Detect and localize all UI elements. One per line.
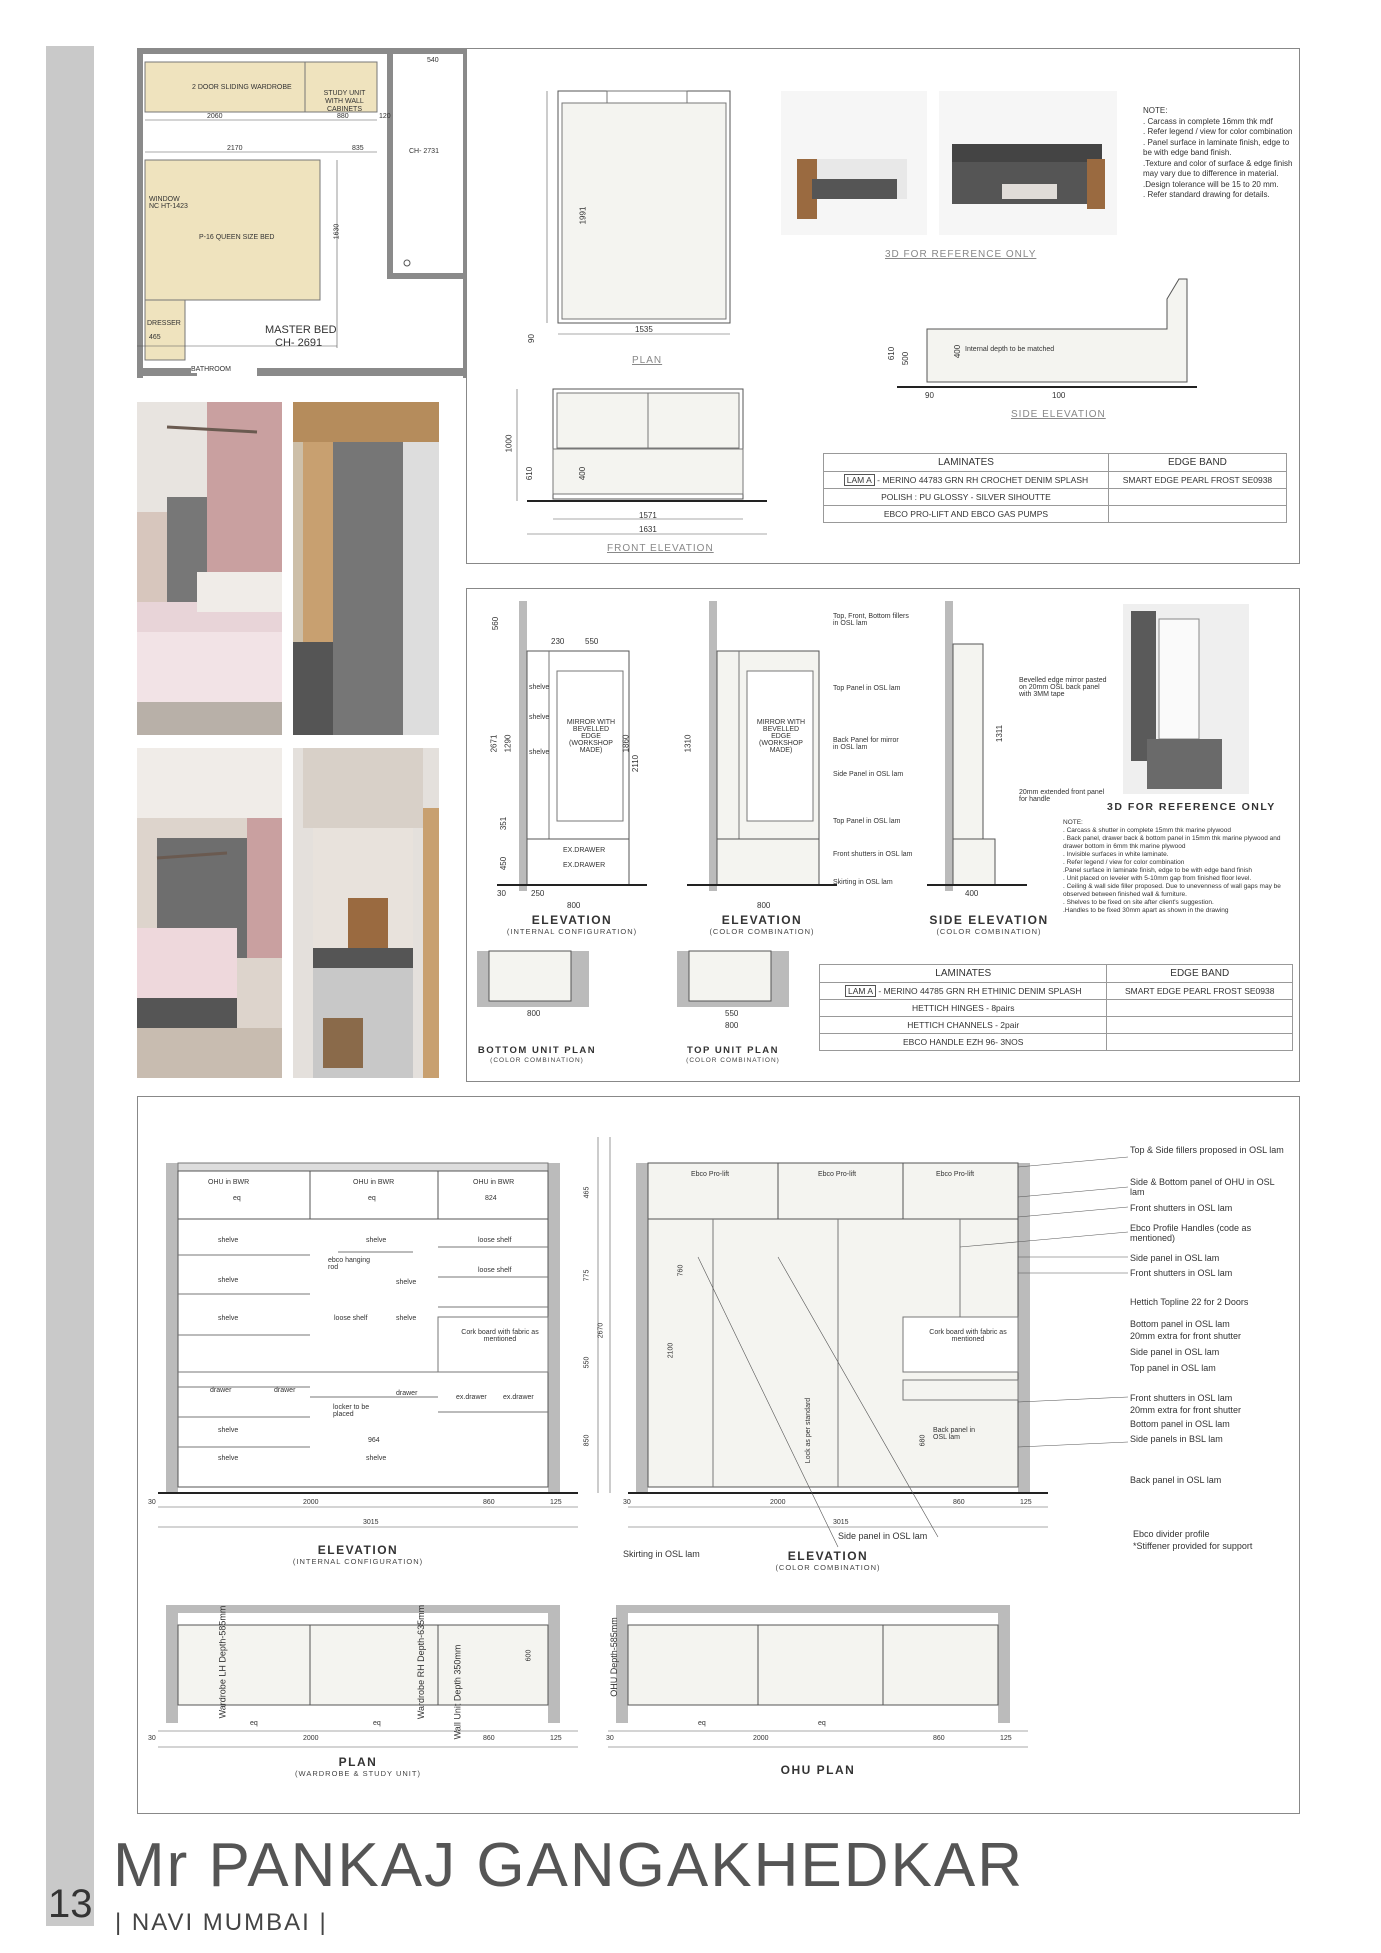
dresser-callout: Top Panel in OSL lam (833, 685, 901, 692)
bed-fe-dim-400: 400 (578, 466, 588, 481)
fp-dim-120: 120 (379, 113, 391, 120)
dresser-shelve: shelve (529, 749, 550, 756)
shelve-label: shelve (218, 1237, 239, 1244)
plan-label-lh: Wardrobe LH Depth-585mm (217, 1605, 228, 1719)
bed-laminate-table (823, 453, 1287, 523)
dresser-front-panel-note: 20mm extended front panel for handle (1019, 789, 1105, 803)
top-unit-plan-title: TOP UNIT PLAN (687, 1045, 779, 1056)
wardrobe-callout: Side & Bottom panel of OHU in OSL lam (1130, 1177, 1275, 1197)
dresser-dim-800: 800 (567, 901, 581, 910)
floor-plan (137, 48, 469, 378)
ohu-label-3: OHU in BWR (473, 1179, 515, 1186)
lam-a-tag: LAM A (844, 474, 875, 486)
dim-964: 964 (368, 1437, 380, 1444)
plan-dim-30: 30 (148, 1735, 156, 1742)
top-unit-plan-subtitle: (COLOR COMBINATION) (686, 1057, 780, 1064)
bed-se-dim-610: 610 (887, 346, 897, 361)
wardrobe-callout: Ebco Profile Handles (code as mentioned) (1130, 1223, 1252, 1243)
bottom-unit-plan-subtitle: (COLOR COMBINATION) (490, 1057, 584, 1064)
wardrobe-callout: Front shutters in OSL lam (1130, 1268, 1233, 1278)
wardrobe-plan-title: PLAN (338, 1755, 378, 1769)
dim-2670: 2670 (597, 1322, 605, 1339)
dresser-elevation-2-subtitle: (COLOR COMBINATION) (709, 927, 815, 936)
lam-a-desc: - MERINO 44785 GRN RH ETHINIC DENIM SPLASH (878, 986, 1082, 996)
bed-note-line: . Carcass in complete 16mm thk mdf (1143, 116, 1273, 126)
pro-lift-label: Ebco Pro-lift (936, 1171, 975, 1178)
dresser-side-elevation-subtitle: (COLOR COMBINATION) (936, 927, 1042, 936)
bedroom-photo-3-image (137, 748, 282, 1078)
shelve-label: shelve (396, 1279, 417, 1286)
ohu-label-2: OHU in BWR (353, 1179, 395, 1186)
bedroom-photo-1 (137, 402, 282, 735)
client-location: | NAVI MUMBAI | (115, 1909, 328, 1936)
dim-760: 760 (677, 1264, 685, 1277)
ohu-plan-title: OHU PLAN (780, 1763, 856, 1777)
wardrobe-callout: Side panel in OSL lam (1130, 1347, 1220, 1357)
dresser-note-line: .Handles to be fixed 30mm apart as shown in the drawing (1063, 907, 1229, 914)
fp-dim-1630: 1630 (333, 223, 341, 240)
dresser-callout: Side Panel in OSL lam (833, 771, 904, 778)
ohu-plan-dim-860: 860 (933, 1735, 945, 1742)
fp-wardrobe-label: 2 DOOR SLIDING WARDROBE (192, 84, 292, 91)
bed-note-line: NOTE: (1143, 106, 1168, 115)
ohu-label-1: OHU in BWR (208, 1179, 250, 1186)
wardrobe-callout: Side panels in BSL lam (1130, 1434, 1223, 1444)
bed-fe-dim-1571: 1571 (639, 511, 657, 520)
ohu-plan-dim-2000: 2000 (753, 1735, 769, 1742)
ohu-plan-eq: eq (818, 1720, 826, 1727)
bed-sheet (466, 48, 1300, 564)
lam-a-desc: - MERINO 44783 GRN RH CROCHET DENIM SPLASH (877, 475, 1089, 485)
page-number: 13 (48, 1882, 93, 1926)
dresser-dim-30: 30 (497, 889, 506, 898)
bed-table-polish: POLISH : PU GLOSSY - SILVER SIHOUTTE (824, 489, 1109, 506)
bed-se-dim-100: 100 (1052, 391, 1066, 400)
dim-3015: 3015 (363, 1519, 379, 1526)
dresser-note-line: . Carcass & shutter in complete 15mm thk marine plywood (1063, 827, 1231, 834)
hanging-rod-label: ebco hanging rod (328, 1257, 371, 1271)
wardrobe-bottom-callout: *Stiffener provided for support (1133, 1541, 1253, 1551)
wardrobe-callout: Side panel in OSL lam (1130, 1253, 1220, 1263)
wardrobe-callout: Top & Side fillers proposed in OSL lam (1130, 1145, 1284, 1155)
back-panel-label: Back panel in OSL lam (933, 1427, 976, 1441)
client-name: Mr PANKAJ GANGAKHEDKAR (113, 1831, 1025, 1900)
dresser-note-line: NOTE: (1063, 819, 1083, 826)
dresser-dim-250: 250 (531, 889, 545, 898)
plan-dim-600: 600 (525, 1649, 533, 1662)
dresser-dim-400: 400 (965, 889, 979, 898)
wardrobe-elevation-2-title: ELEVATION (787, 1549, 869, 1563)
fp-dim-2170: 2170 (227, 145, 243, 152)
bed-fe-dim-610: 610 (525, 466, 535, 481)
wardrobe-bottom-callout: Side panel in OSL lam (838, 1531, 928, 1541)
dresser-elevation-2-title: ELEVATION (721, 913, 803, 927)
wardrobe-drawings (138, 1097, 1299, 1813)
bedroom-photo-4 (293, 748, 439, 1078)
dresser-laminate-table (819, 964, 1293, 1051)
wardrobe-callout: Back panel in OSL lam (1130, 1475, 1222, 1485)
locker-label: locker to be placed (333, 1404, 370, 1418)
dresser-note-line: . Back panel, drawer back & bottom panel in 15mm thk marine plywood and drawer bottom in 6mm thk marine plywood (1063, 835, 1281, 850)
dresser-dim-800-2: 800 (757, 901, 771, 910)
dresser-table-hinges: HETTICH HINGES - 8pairs (820, 1000, 1107, 1017)
dim-680: 680 (919, 1434, 927, 1447)
eq-label: eq (233, 1195, 241, 1202)
dim-2100: 2100 (667, 1342, 675, 1359)
ohu-plan-dim-125: 125 (1000, 1735, 1012, 1742)
plan-dim-125: 125 (550, 1735, 562, 1742)
dresser-table-edgeband: SMART EDGE PEARL FROST SE0938 (1107, 983, 1293, 1000)
fp-room-code: CH- 2691 (275, 337, 323, 349)
fp-dresser-label: DRESSER (147, 320, 181, 327)
bed-3d-reference-label: 3D FOR REFERENCE ONLY (885, 249, 1037, 260)
page-sidebar-bar (46, 46, 94, 1926)
wardrobe-callout: 20mm extra for front shutter (1130, 1331, 1242, 1341)
shelve-label: shelve (218, 1277, 239, 1284)
bed-plan-dim-w: 1535 (635, 325, 653, 334)
wardrobe-bottom-callout: Skirting in OSL lam (623, 1549, 700, 1559)
dim-125-b: 125 (1020, 1499, 1032, 1506)
bed-plan-dim-h: 1991 (578, 206, 588, 225)
bed-fe-dim-1000: 1000 (504, 434, 514, 453)
fp-bathroom: BATHROOM (191, 366, 231, 373)
shelve-label: shelve (218, 1315, 239, 1322)
dim-860-b: 860 (953, 1499, 965, 1506)
dim-550: 550 (583, 1356, 591, 1369)
drawer-label: drawer (210, 1387, 232, 1394)
dresser-ex-drawer-1: EX.DRAWER (563, 847, 606, 854)
fp-dim-540: 540 (427, 57, 439, 64)
dresser-elevation-1-title: ELEVATION (531, 913, 613, 927)
loose-shelf-label: loose shelf (478, 1267, 512, 1274)
dresser-table-header-laminates: LAMINATES (820, 965, 1107, 983)
pro-lift-label: Ebco Pro-lift (818, 1171, 857, 1178)
dim-775: 775 (583, 1269, 591, 1282)
bed-note-line: .Texture and color of surface & edge finish may vary due to difference in material. (1143, 158, 1293, 178)
wardrobe-elevation-1-subtitle: (INTERNAL CONFIGURATION) (292, 1557, 424, 1566)
dresser-callout: Top, Front, Bottom fillers in OSL lam (833, 613, 909, 627)
plan-dim-860: 860 (483, 1735, 495, 1742)
dresser-sheet (466, 588, 1300, 1082)
eq-label: eq (368, 1195, 376, 1202)
dim-465: 465 (583, 1186, 591, 1199)
ex-drawer-label: ex.drawer (456, 1394, 487, 1401)
bed-se-dim-90: 90 (925, 391, 934, 400)
dim-125: 125 (550, 1499, 562, 1506)
lam-a-tag: LAM A (845, 985, 876, 997)
bedroom-photo-4-image (293, 748, 439, 1078)
dresser-note-line: . Invisible surfaces in white laminate. (1063, 851, 1169, 858)
shelve-label: shelve (218, 1427, 239, 1434)
loose-shelf-label: loose shelf (334, 1315, 368, 1322)
plan-dim-2000: 2000 (303, 1735, 319, 1742)
bed-side-elevation-label: SIDE ELEVATION (1011, 409, 1106, 420)
dresser-shelve: shelve (529, 714, 550, 721)
dresser-dim-1860: 1860 (621, 734, 631, 753)
ex-drawer-label: ex.drawer (503, 1394, 534, 1401)
dim-3015-b: 3015 (833, 1519, 849, 1526)
dresser-dim-550: 550 (585, 637, 599, 646)
dresser-dim-560: 560 (491, 616, 501, 631)
dresser-callout: Top Panel in OSL lam (833, 818, 901, 825)
bed-se-note: Internal depth to be matched (965, 346, 1055, 353)
bedroom-photo-2 (293, 402, 439, 735)
dresser-notes (1063, 819, 1295, 915)
ohu-plan-eq: eq (698, 1720, 706, 1727)
dresser-callout: Front shutters in OSL lam (833, 851, 913, 858)
dresser-dim-230: 230 (551, 637, 565, 646)
dresser-bottom-dim-800: 800 (527, 1009, 541, 1018)
dresser-shelve: shelve (529, 684, 550, 691)
wardrobe-callout: 20mm extra for front shutter (1130, 1405, 1242, 1415)
drawer-label: drawer (274, 1387, 296, 1394)
bed-table-header-laminates: LAMINATES (824, 454, 1109, 472)
plan-label-wall: Wall Unit Depth 350mm (452, 1644, 463, 1740)
dresser-side-elevation-title: SIDE ELEVATION (929, 913, 1049, 927)
dresser-ex-drawer-2: EX.DRAWER (563, 862, 606, 869)
bed-table-lam-a (824, 472, 1109, 489)
dim-2000: 2000 (303, 1499, 319, 1506)
dresser-note-line: . Refer legend / view for color combination (1063, 859, 1185, 866)
lock-label: Lock as per standard (805, 1397, 813, 1464)
wardrobe-sheet (137, 1096, 1300, 1814)
dim-30-b: 30 (623, 1499, 631, 1506)
bed-table-hardware: EBCO PRO-LIFT AND EBCO GAS PUMPS (824, 506, 1109, 523)
cork-label: Cork board with fabric as mentioned (461, 1329, 539, 1343)
bed-table-edgeband: SMART EDGE PEARL FROST SE0938 (1108, 472, 1286, 489)
dim-850: 850 (583, 1434, 591, 1447)
bed-se-dim-400: 400 (953, 344, 963, 359)
bed-plan-label: PLAN (632, 355, 663, 366)
dim-824: 824 (485, 1195, 497, 1202)
bed-notes (1143, 106, 1293, 201)
fp-window-label: WINDOW NC HT-1423 (149, 196, 188, 210)
wardrobe-bottom-callout: Ebco divider profile (1133, 1529, 1210, 1539)
fp-bed-label: P-16 QUEEN SIZE BED (199, 234, 275, 241)
plan-label-rh: Wardrobe RH Depth-635mm (416, 1604, 427, 1720)
dresser-dim-1310: 1310 (683, 734, 693, 753)
dresser-mirror-text: MIRROR WITH BEVELLED EDGE (WORKSHOP MADE) (566, 719, 616, 754)
dim-30: 30 (148, 1499, 156, 1506)
dresser-note-line: . Unit placed on leveler with 5-10mm gap from finished floor level. (1063, 875, 1252, 882)
dresser-table-channels: HETTICH CHANNELS - 2pair (820, 1017, 1107, 1034)
fp-dim-2060: 2060 (207, 113, 223, 120)
bedroom-photo-2-image (293, 402, 439, 735)
dresser-callout: Skirting in OSL lam (833, 879, 893, 886)
dresser-dim-2110: 2110 (631, 754, 641, 773)
dresser-elevation-1-subtitle: (INTERNAL CONFIGURATION) (506, 927, 638, 936)
bed-table-header-edgeband: EDGE BAND (1108, 454, 1286, 472)
dresser-table-handle: EBCO HANDLE EZH 96- 3NOS (820, 1034, 1107, 1051)
fp-dim-880: 880 (337, 113, 349, 120)
dim-860: 860 (483, 1499, 495, 1506)
shelve-label: shelve (366, 1237, 387, 1244)
dresser-table-header-edgeband: EDGE BAND (1107, 965, 1293, 983)
dresser-3d-ref-label: 3D FOR REFERENCE ONLY (1107, 801, 1276, 813)
pro-lift-label: Ebco Pro-lift (691, 1171, 730, 1178)
dresser-top-dim-800: 800 (725, 1021, 739, 1030)
bed-fe-dim-1631: 1631 (639, 525, 657, 534)
dresser-note-line: .Panel surface in laminate finish, edge to be with edge band finish (1063, 867, 1252, 874)
fp-room-label: MASTER BED (265, 324, 337, 336)
drawer-label: drawer (396, 1390, 418, 1397)
dresser-dim-1290: 1290 (503, 734, 513, 753)
ohu-plan-dim-30: 30 (606, 1735, 614, 1742)
bedroom-photo-1-image (137, 402, 282, 735)
shelve-label: shelve (218, 1455, 239, 1462)
dresser-mirror-text-2: MIRROR WITH BEVELLED EDGE (WORKSHOP MADE) (756, 719, 806, 754)
dim-2000-b: 2000 (770, 1499, 786, 1506)
plan-eq: eq (373, 1720, 381, 1727)
wardrobe-callout: Front shutters in OSL lam (1130, 1393, 1233, 1403)
bed-se-dim-500: 500 (901, 351, 911, 366)
bedroom-photo-3 (137, 748, 282, 1078)
wardrobe-elevation-2-subtitle: (COLOR COMBINATION) (775, 1563, 881, 1572)
wardrobe-callout: Bottom panel in OSL lam (1130, 1319, 1230, 1329)
bottom-unit-plan-title: BOTTOM UNIT PLAN (477, 1045, 597, 1056)
bed-front-elevation-label: FRONT ELEVATION (607, 543, 714, 554)
plan-eq: eq (250, 1720, 258, 1727)
shelve-label: shelve (396, 1315, 417, 1322)
wardrobe-callout: Bottom panel in OSL lam (1130, 1419, 1230, 1429)
dresser-top-dim-550: 550 (725, 1009, 739, 1018)
wardrobe-elevation-1-title: ELEVATION (317, 1543, 399, 1557)
bed-plan-dim-90: 90 (526, 334, 536, 343)
fp-study-label: STUDY UNIT WITH WALL CABINETS (323, 90, 366, 113)
bed-note-line: . Panel surface in laminate finish, edge to be with edge band finish. (1143, 137, 1290, 157)
shelve-label: shelve (366, 1455, 387, 1462)
bed-note-line: . Refer standard drawing for details. (1143, 190, 1270, 199)
plan-label-ohu: OHU Depth-585mm (608, 1617, 619, 1697)
loose-shelf-label: loose shelf (478, 1237, 512, 1244)
fp-ch2731: CH- 2731 (409, 148, 439, 155)
dresser-callout: Back Panel for mirror in OSL lam (833, 737, 899, 751)
dresser-note-line: . Ceiling & wall side filler proposed. Due to unevenness of wall gaps may be observed between finished wall & furniture. (1063, 883, 1281, 898)
cork-label-2: Cork board with fabric as mentioned (929, 1329, 1007, 1343)
wardrobe-callout: Hettich Topline 22 for 2 Doors (1130, 1297, 1249, 1307)
dresser-note-line: . Shelves to be fixed on site after client's suggestion. (1063, 899, 1214, 906)
dresser-dim-2671: 2671 (489, 734, 499, 753)
dresser-dim-450: 450 (499, 856, 509, 871)
dresser-dim-1311: 1311 (995, 724, 1005, 743)
wardrobe-callout: Top panel in OSL lam (1130, 1363, 1216, 1373)
bed-note-line: .Design tolerance will be 15 to 20 mm. (1143, 179, 1279, 189)
dresser-dim-351: 351 (499, 816, 509, 831)
wardrobe-callout: Front shutters in OSL lam (1130, 1203, 1233, 1213)
fp-dim-835: 835 (352, 145, 364, 152)
wardrobe-plan-subtitle: (WARDROBE & STUDY UNIT) (295, 1769, 421, 1778)
bed-note-line: . Refer legend / view for color combination (1143, 127, 1293, 136)
dresser-bevel-note: Bevelled edge mirror pasted on 20mm OSL back panel with 3MM tape (1019, 677, 1107, 698)
fp-dim-405: 465 (149, 334, 161, 341)
dresser-table-lam-a (820, 983, 1107, 1000)
